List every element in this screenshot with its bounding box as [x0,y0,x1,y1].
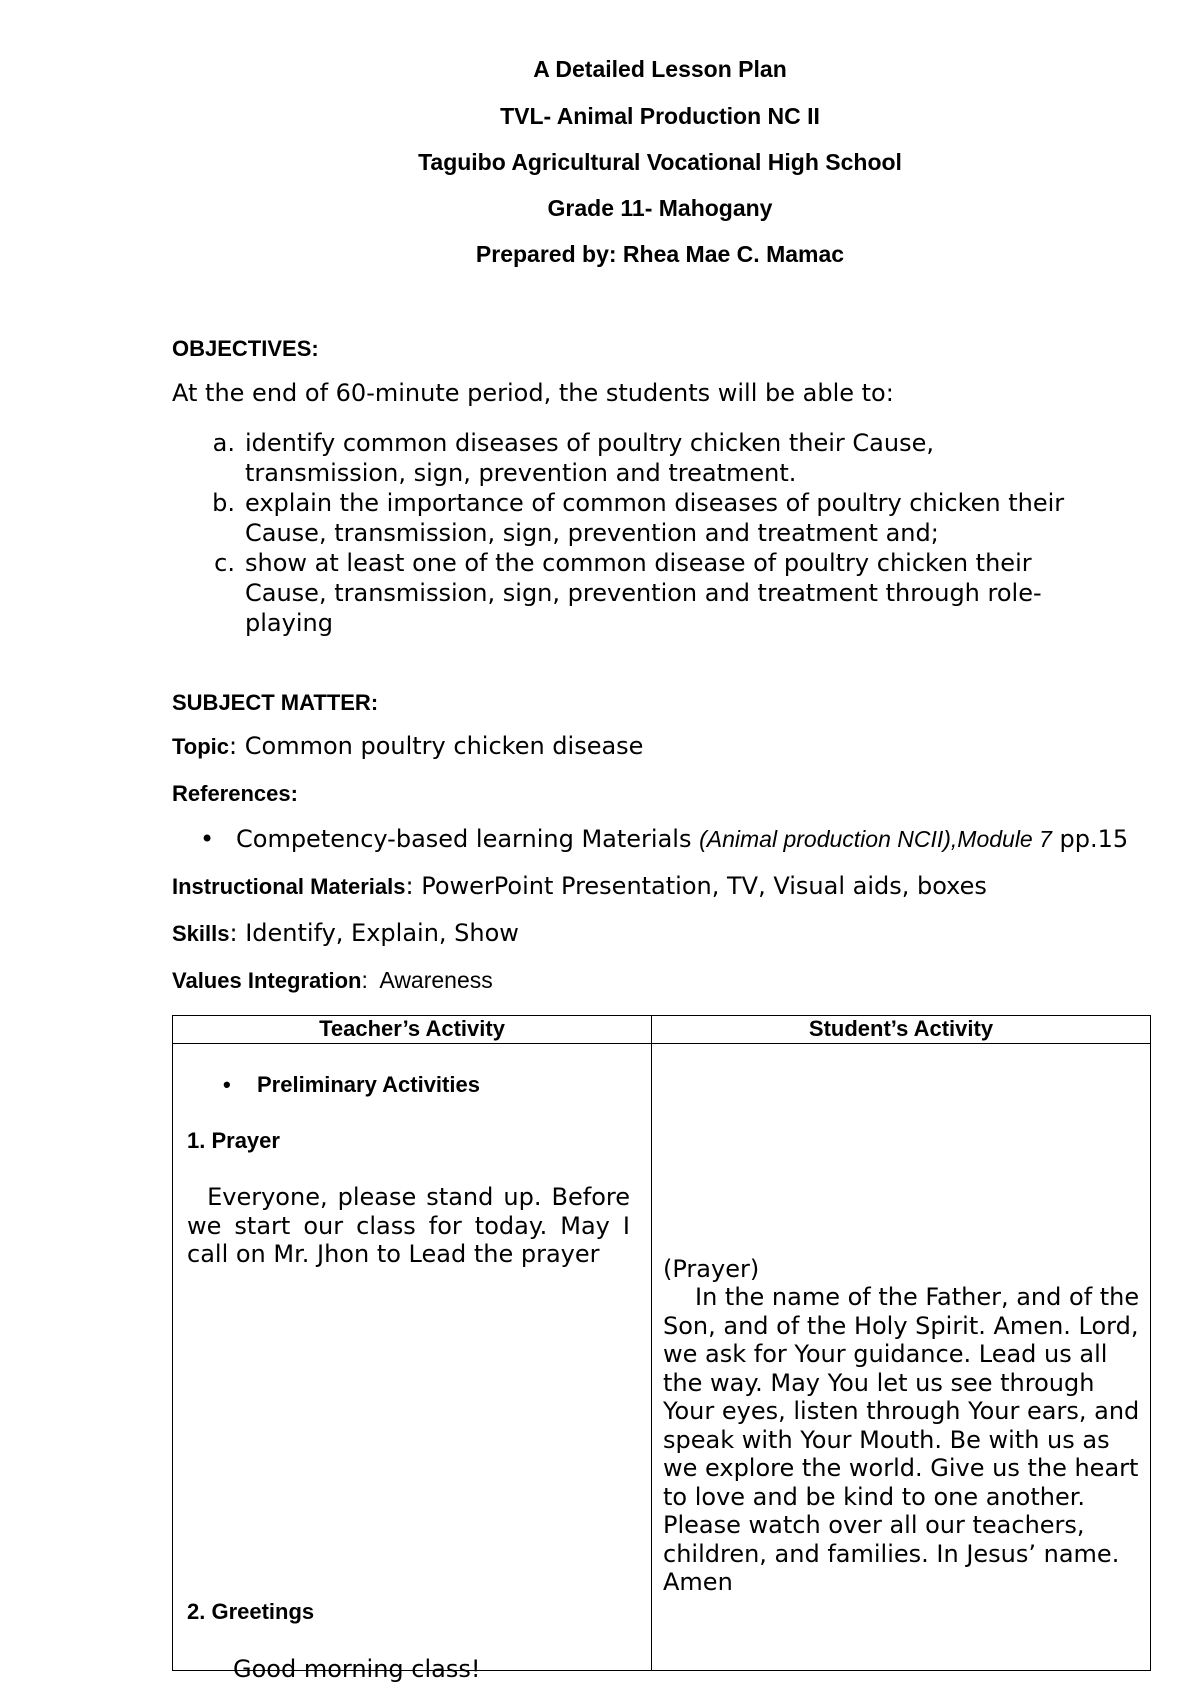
skills-value: : Identify, Explain, Show [229,919,519,947]
student-prayer-label: (Prayer) [663,1255,760,1283]
objective-letter: a. [212,429,235,457]
student-prayer-text: In the name of the Father, and of the Son, and of the Holy Spirit. Amen. Lord, we ask for Your guidance. Lead us all the way. May You let us see through Your eyes, listen through Your ears, and speak with Your Mouth. Be with us as we explore the world. Give us the heart to love and be kind to one another. Please watch over all our teachers, children, and families. In Jesus’ name. Amen [663,1283,1140,1596]
student-activity-cell [652,1044,1151,1671]
skills-line [172,919,519,947]
references-label: References: [172,781,298,806]
reference-text [236,825,1128,853]
reference-main: Competency-based learning Materials [236,825,700,853]
preliminary-label: Preliminary Activities [257,1072,480,1097]
doc-title: A Detailed Lesson Plan [533,56,787,82]
materials-line [172,872,987,900]
objective-text: identify common diseases of poultry chicken their Cause, transmission, sign, prevention and treatment. [245,429,934,487]
school-name: Taguibo Agricultural Vocational High School [418,149,902,175]
objectives-heading: OBJECTIVES: [172,336,319,361]
skills-label: Skills [172,921,230,946]
student-activity-header: Student’s Activity [652,1016,1151,1044]
objective-item [205,428,1085,488]
values-value: : Awareness [361,967,493,993]
grade-section: Grade 11- Mahogany [547,195,773,221]
objectives-intro: At the end of 60-minute period, the students will be able to: [172,379,894,407]
greetings-text: Good morning class! [233,1655,481,1683]
topic-value: : Common poultry chicken disease [229,732,644,760]
bullet-icon: • [223,1072,231,1097]
objective-text: show at least one of the common disease of poultry chicken their Cause, transmission, sign, prevention and treatment through role-playing [245,549,1042,637]
objective-item [205,488,1085,548]
objective-item [205,548,1085,638]
activity-table [172,1015,1151,1683]
prayer-label: 1. Prayer [187,1128,280,1153]
reference-pages: pp.15 [1051,825,1129,853]
prayer-instructions: Everyone, please stand up. Before we start our class for today. May I call on Mr. Jhon to Lead the prayer [187,1183,638,1268]
objectives-list [205,428,1085,638]
table-header-row [173,1016,1151,1044]
objective-letter: b. [212,489,235,517]
prepared-by: Prepared by: Rhea Mae C. Mamac [475,241,845,267]
topic-line [172,732,643,760]
teacher-activity-cell [173,1044,652,1683]
teacher-activity-header: Teacher’s Activity [173,1016,652,1044]
values-line [172,966,493,994]
topic-label: Topic [172,734,230,759]
course-name: TVL- Animal Production NC II [500,103,820,129]
subject-matter-heading: SUBJECT MATTER: [172,690,379,715]
materials-label: Instructional Materials [172,874,406,899]
reference-italic: (Animal production NCII),Module 7 [699,826,1052,852]
bullet-icon: • [200,825,215,853]
objective-text: explain the importance of common diseases of poultry chicken their Cause, transmission, sign, prevention and treatment and; [245,489,1065,547]
greetings-label: 2. Greetings [187,1599,315,1624]
materials-value: : PowerPoint Presentation, TV, Visual aids, boxes [405,872,987,900]
table-row [173,1044,1151,1671]
values-label: Values Integration [172,968,362,993]
objective-letter: c. [214,549,235,577]
